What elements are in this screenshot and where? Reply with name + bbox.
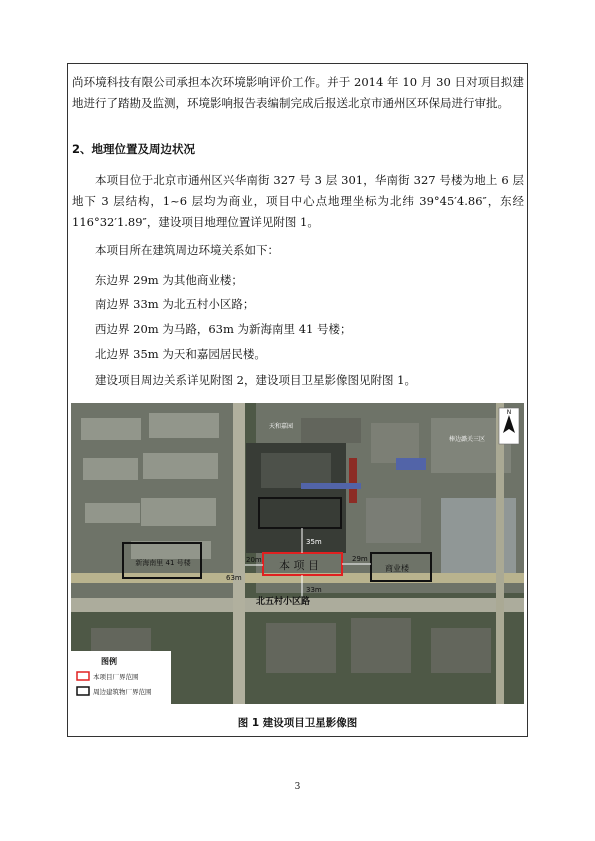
satellite-image bbox=[71, 403, 524, 704]
section-heading: 2、地理位置及周边状况 bbox=[72, 142, 196, 156]
paragraph-east: 东边界 29m 为其他商业楼； bbox=[95, 273, 243, 287]
compass-label: N bbox=[506, 409, 512, 416]
paragraph-location: 本项目位于北京市通州区兴华南街 327 号 3 层 301，华南街 327 号楼为地上 6 层地下 3 层结构，1~6 层均为商业，项目中心点地理坐标为北纬 39°45′4.86″，东经 116°32′1.89″，建设项目地理位置详见附图 1。 bbox=[72, 173, 524, 229]
compass-icon bbox=[499, 408, 519, 444]
map-poi-top: 天和嘉园 bbox=[269, 423, 294, 430]
legend-item-project: 本项目厂界范围 bbox=[93, 673, 139, 681]
paragraph-south: 南边界 33m 为北五村小区路； bbox=[95, 297, 255, 311]
project-label: 本 项 目 bbox=[279, 559, 319, 572]
legend-item-surrounding: 周边建筑物厂界范围 bbox=[93, 688, 152, 696]
figure-caption: 图 1 建设项目卫星影像图 bbox=[237, 717, 358, 729]
map-poi-right: 棒边潞关三区 bbox=[449, 436, 486, 443]
west-building-label: 新海南里 41 号楼 bbox=[135, 559, 191, 567]
paragraph-figure-ref: 建设项目周边关系详见附图 2，建设项目卫星影像图见附图 1。 bbox=[95, 373, 416, 387]
distance-west-near: 20m bbox=[246, 556, 262, 564]
east-building-label: 商业楼 bbox=[385, 564, 409, 573]
paragraph-intro: 尚环境科技有限公司承担本次环境影响评价工作。并于 2014 年 10 月 30 日对项目拟建地进行了踏勘及监测，环境影响报告表编制完成后报送北京市通州区环保局进行审批。 bbox=[72, 75, 524, 110]
distance-south: 33m bbox=[306, 586, 322, 594]
paragraph-surroundings-intro: 本项目所在建筑周边环境关系如下： bbox=[95, 243, 279, 257]
legend bbox=[71, 651, 171, 704]
page-number: 3 bbox=[294, 782, 301, 792]
legend-title: 图例 bbox=[101, 657, 117, 666]
distance-north: 35m bbox=[306, 538, 322, 546]
paragraph-north: 北边界 35m 为天和嘉园居民楼。 bbox=[95, 347, 266, 361]
road-label: 北五村小区路 bbox=[256, 597, 311, 607]
satellite-map bbox=[71, 403, 524, 704]
distance-west-far: 63m bbox=[226, 574, 242, 582]
distance-east: 29m bbox=[352, 555, 368, 563]
paragraph-west: 西边界 20m 为马路，63m 为新海南里 41 号楼； bbox=[95, 322, 352, 336]
